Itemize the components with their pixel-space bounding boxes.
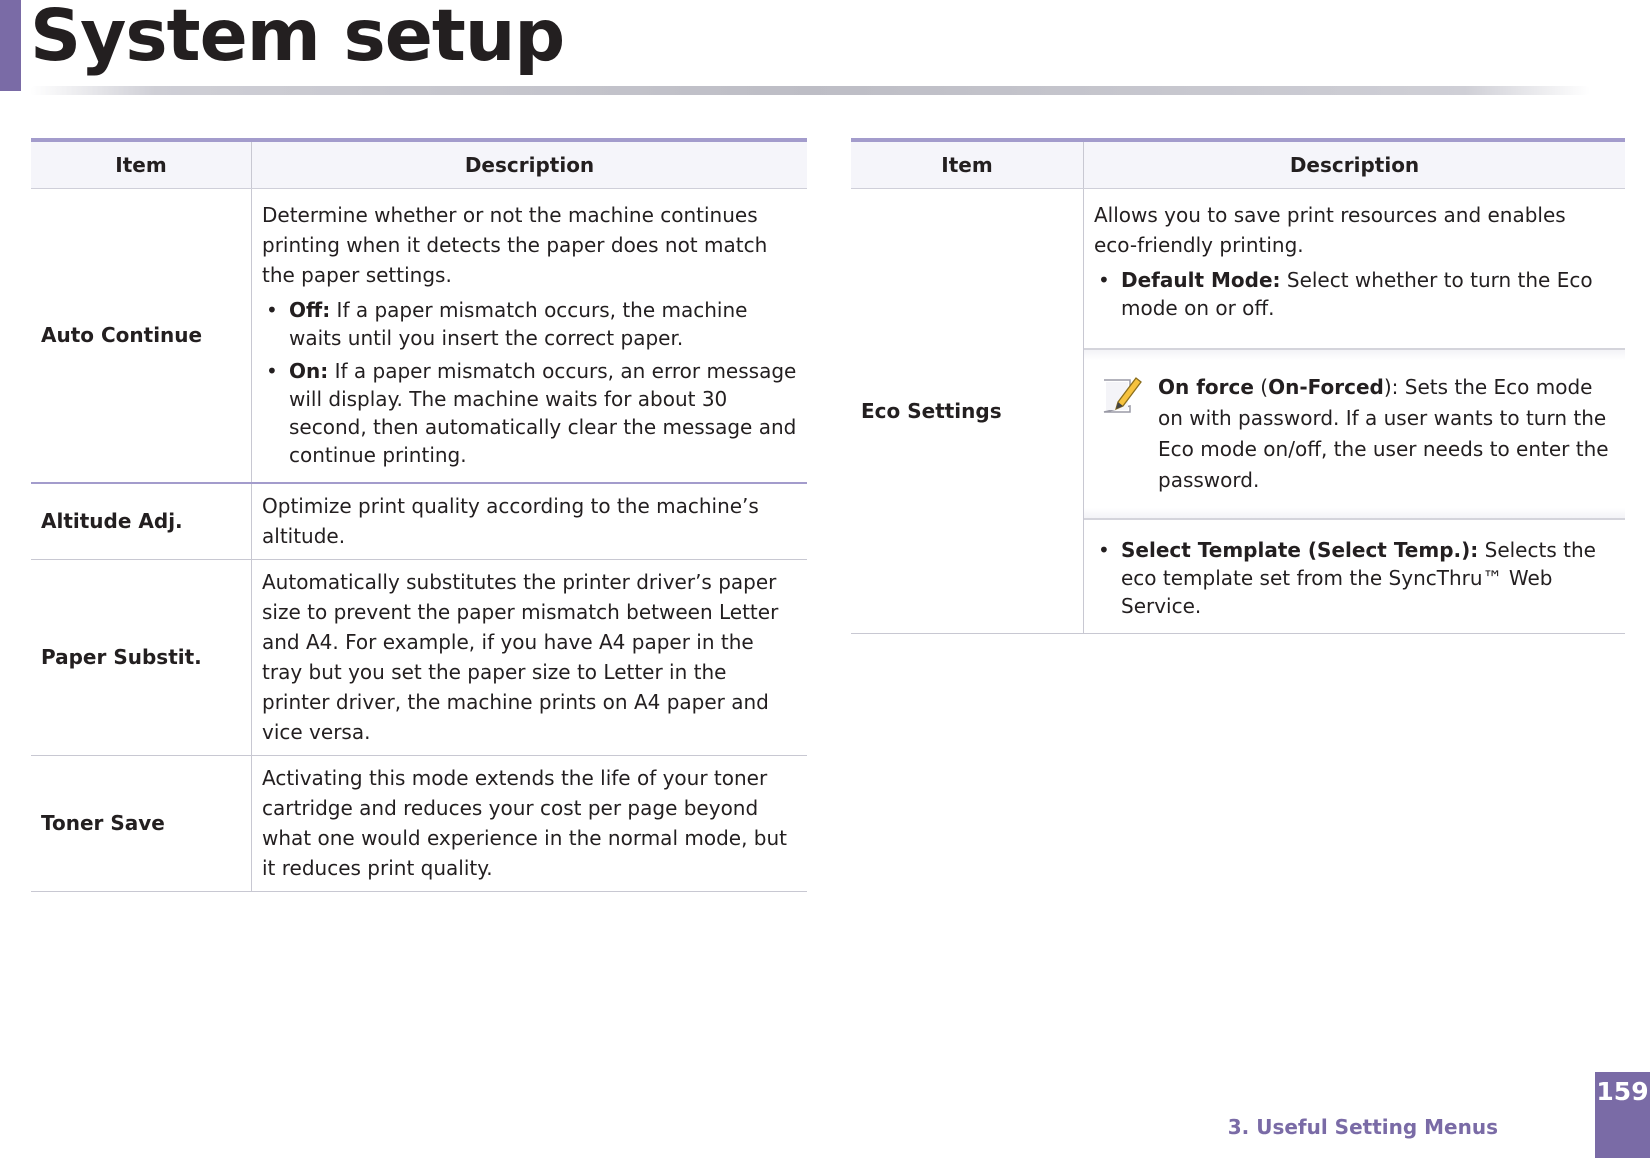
list-item (262, 357, 797, 469)
description-eco-settings (1084, 189, 1626, 634)
item-paper-substit: Paper Substit. (31, 560, 252, 756)
option-text: If a paper mismatch occurs, an error message will display. The machine waits for about 30 second, then automatically clear the message and continue printing. (289, 359, 797, 467)
item-altitude-adj: Altitude Adj. (31, 483, 252, 560)
page-title: System setup (30, 0, 565, 77)
description-toner-save: Activating this mode extends the life of your toner cartridge and reduces your cost per page beyond what one would experience in the normal mode, but it reduces print quality. (252, 756, 808, 892)
description-text: Allows you to save print resources and enables eco-friendly printing. (1094, 203, 1566, 257)
column-header-item: Item (31, 140, 252, 189)
note-pencil-icon (1100, 372, 1144, 416)
table-row (851, 189, 1625, 634)
note-paren: ( (1253, 375, 1269, 399)
option-label: Default Mode: (1121, 268, 1281, 292)
option-text: Selects the eco template set from the SyncThru™ Web Service. (1121, 538, 1596, 618)
column-header-item: Item (851, 140, 1084, 189)
list-item (262, 296, 797, 352)
list-item (1094, 266, 1615, 322)
description-paper-substit: Automatically substitutes the printer driver’s paper size to prevent the paper mismatch between Letter and A4. For example, if you have A4 paper in the tray but you set the paper size to Letter in the printer driver, the machine prints on A4 paper and vice versa. (252, 560, 808, 756)
description-auto-continue (252, 189, 808, 484)
item-eco-settings: Eco Settings (851, 189, 1084, 634)
description-text: Determine whether or not the machine continues printing when it detects the paper does not match the paper settings. (262, 203, 768, 287)
note-box (1084, 348, 1625, 520)
note-text: ): Sets the Eco mode on with password. If a user wants to turn the Eco mode on/off, the user needs to enter the password. (1158, 375, 1609, 492)
option-text: Select whether to turn the Eco mode on or off. (1121, 268, 1593, 320)
settings-table-left (31, 138, 807, 892)
table-row (31, 560, 807, 756)
item-toner-save: Toner Save (31, 756, 252, 892)
option-label: On: (289, 359, 329, 383)
table-row (31, 483, 807, 560)
footer-section-label: 3. Useful Setting Menus (1227, 1115, 1498, 1139)
column-header-description: Description (252, 140, 808, 189)
title-divider (30, 86, 1590, 95)
option-label: Off: (289, 298, 331, 322)
note-label: On force (1158, 375, 1254, 399)
table-header-row (31, 140, 807, 189)
settings-table-right (851, 138, 1625, 634)
item-auto-continue: Auto Continue (31, 189, 252, 484)
description-altitude-adj: Optimize print quality according to the machine’s altitude. (252, 483, 808, 560)
option-text: If a paper mismatch occurs, the machine waits until you insert the correct paper. (289, 298, 748, 350)
column-header-description: Description (1084, 140, 1626, 189)
table-row (31, 756, 807, 892)
page-number-badge: 159 (1595, 1072, 1650, 1158)
option-label: Select Template (Select Temp.): (1121, 538, 1479, 562)
table-header-row (851, 140, 1625, 189)
title-accent-bar (0, 0, 21, 91)
list-item (1094, 536, 1615, 620)
note-forced-label: On-Forced (1268, 375, 1384, 399)
table-row (31, 189, 807, 484)
